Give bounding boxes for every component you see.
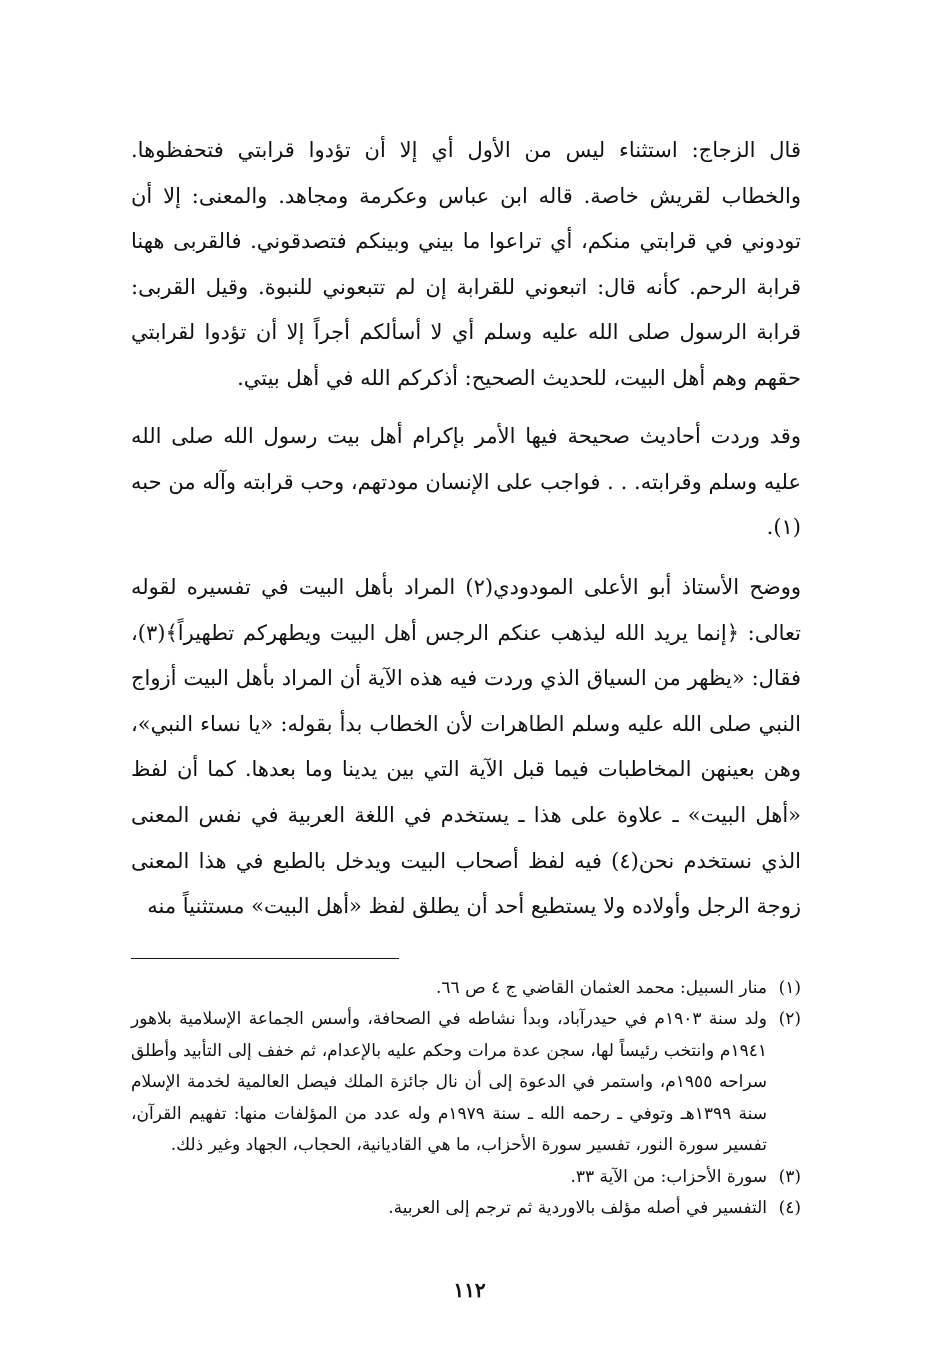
footnote-text: ولد سنة ١٩٠٣م في حيدرآباد، وبدأ نشاطه في الصحافة، وأسس الجماعة الإسلامية بلاهور ١٩٤١م وانتخب رئيساً لها، سجن عدة مرات وحكم عليه بالإعدام، ثم خفف إلى التأبيد وأطلق سراحه ١٩٥٥م، واستمر في الدعوة إلى أن نال جائزة الملك فيصل العالمية لخدمة الإسلام سنة ١٣٩٩هـ وتوفي ـ رحمه الله ـ سنة ١٩٧٩م وله عدد من المؤلفات منها: تفهيم القرآن، تفسير سورة النور، تفسير سورة الأحزاب، ما هي القاديانية، الحجاب، الجهاد وغير ذلك.	[131, 1009, 767, 1156]
footnote-separator	[131, 958, 399, 959]
footnote-number: (٣)	[778, 1166, 801, 1187]
footnote	[131, 1162, 801, 1194]
footnote-text: منار السبيل: محمد العثمان القاضي ج ٤ ص ٦٦.	[436, 977, 767, 998]
footnote-text: التفسير في أصله مؤلف بالاوردية ثم ترجم إلى العربية.	[388, 1198, 767, 1219]
footnote	[131, 1193, 801, 1225]
footnote	[131, 1004, 801, 1162]
footnote-number: (٤)	[778, 1198, 801, 1219]
footnote	[131, 973, 801, 1005]
footnote-separator-wrap	[131, 930, 801, 959]
page-number: ١١٢	[453, 1278, 486, 1302]
footnote-text: سورة الأحزاب: من الآية ٣٣.	[570, 1166, 767, 1187]
footnote-number: (٢)	[778, 1009, 801, 1030]
footnotes	[131, 973, 801, 1225]
page-content	[131, 128, 801, 1225]
body-paragraph: وقد وردت أحاديث صحيحة فيها الأمر بإكرام أهل بيت رسول الله صلى الله عليه وسلم وقرابته. . . فواجب على الإنسان مودتهم، وحب قرابته وآله من حبه (١).	[131, 424, 801, 540]
body-paragraph: ووضح الأستاذ أبو الأعلى المودودي(٢) المراد بأهل البيت في تفسيره لقوله تعالى: ﴿إنما يريد الله ليذهب عنكم الرجس أهل البيت ويطهركم تطهيراً﴾(٣)، فقال: «يظهر من السياق الذي وردت فيه هذه الآية أن المراد بأهل البيت أزواج النبي صلى الله عليه وسلم الطاهرات لأن الخطاب بدأ بقوله: «يا نساء النبي»، وهن بعينهن المخاطبات فيما قبل الآية التي بين يدينا وما بعدها. كما أن لفظ «أهل البيت» ـ علاوة على هذا ـ يستخدم في اللغة العربية في نفس المعنى الذي نستخدم نحن(٤) فيه لفظ أصحاب البيت ويدخل بالطبع في هذا المعنى زوجة الرجل وأولاده ولا يستطيع أحد أن يطلق لفظ «أهل البيت» مستثنياً منه	[131, 575, 802, 919]
footnote-number: (١)	[778, 977, 801, 998]
body-paragraph: قال الزجاج: استثناء ليس من الأول أي إلا أن تؤدوا قرابتي فتحفظوها. والخطاب لقريش خاصة. قاله ابن عباس وعكرمة ومجاهد. والمعنى: إلا أن تودوني في قرابتي منكم، أي تراعوا ما بيني وبينكم فتصدقوني. فالقربى ههنا قرابة الرحم. كأنه قال: اتبعوني للقرابة إن لم تتبعوني للنبوة. وقيل القربى: قرابة الرسول صلى الله عليه وسلم أي لا أسألكم أجراً إلا أن تؤدوا لقرابتي حقهم وهم أهل البيت، للحديث الصحيح: أذكركم الله في أهل بيتي.	[131, 138, 801, 390]
